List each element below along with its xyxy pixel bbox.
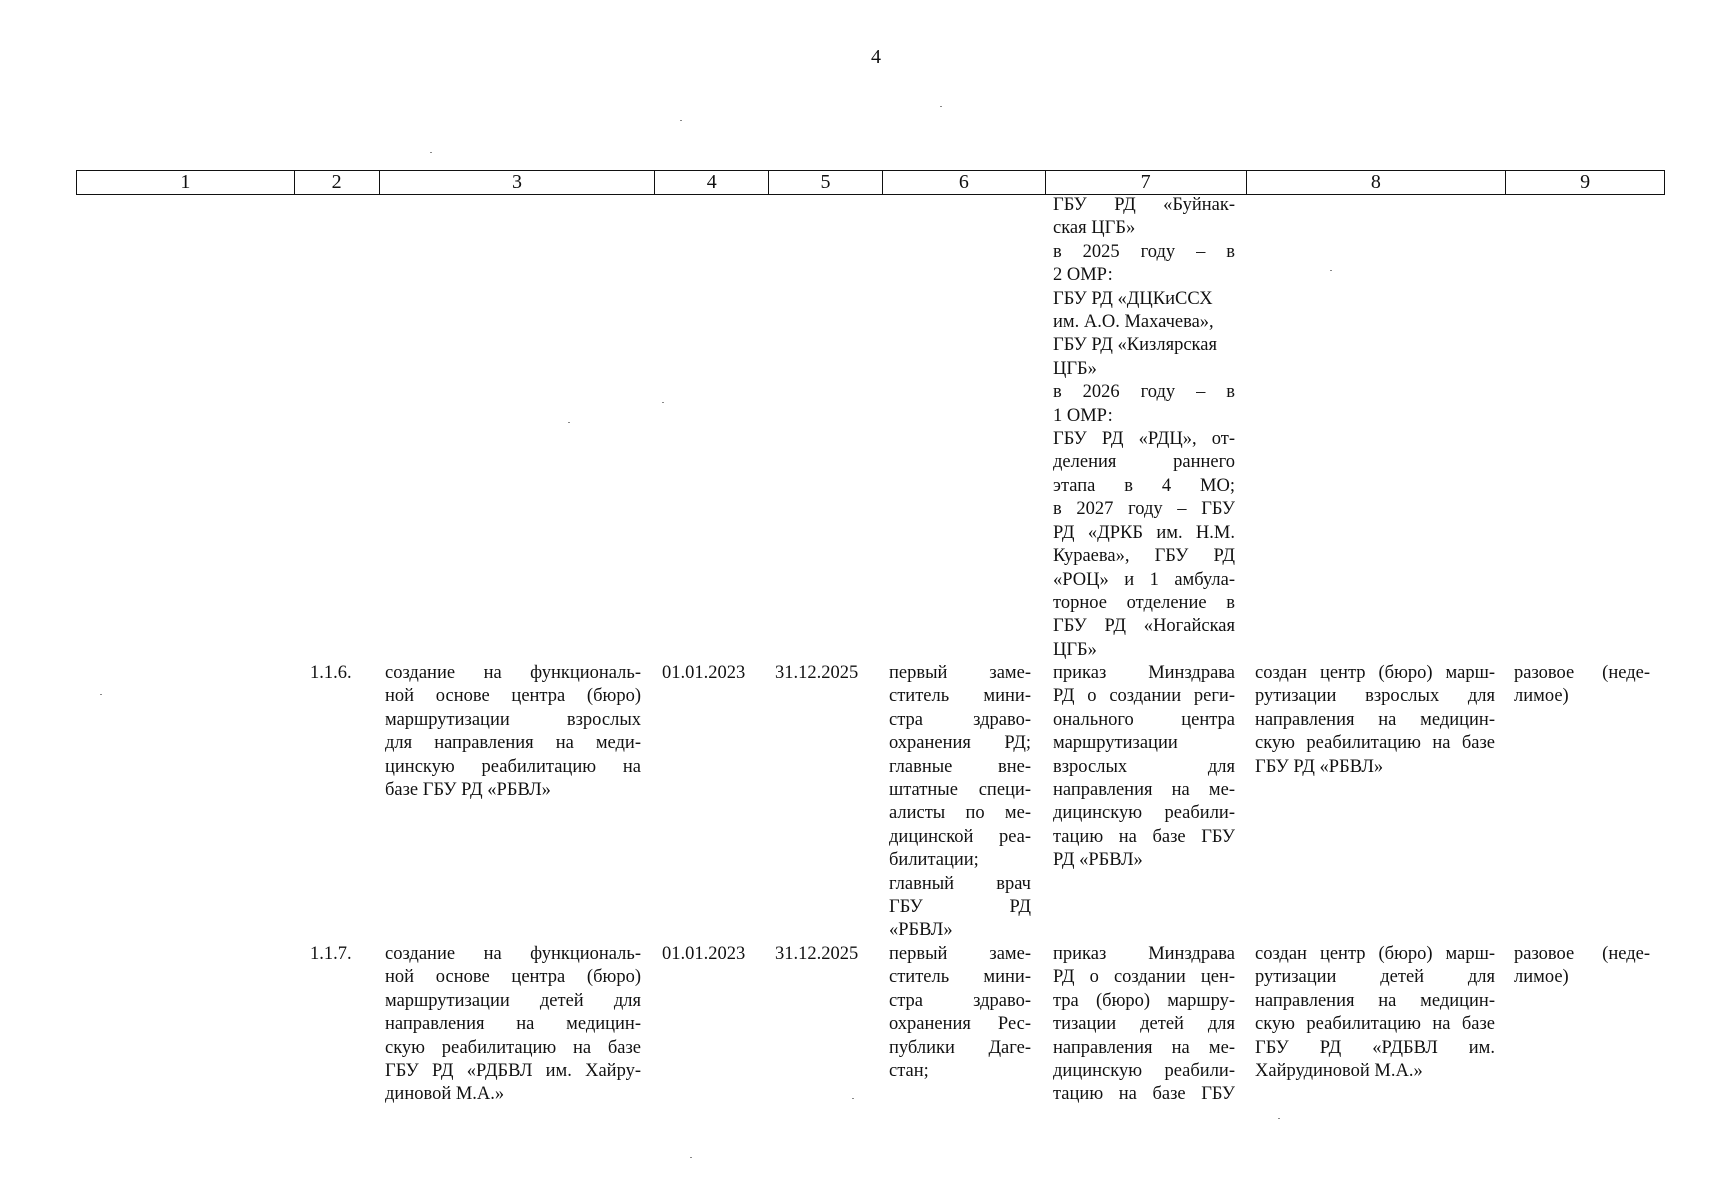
text-line: дицинскую реабили- bbox=[1053, 1061, 1235, 1082]
text-line: рутизации детей для bbox=[1255, 967, 1495, 988]
text-line: «РБВЛ» bbox=[889, 920, 953, 941]
scan-speck bbox=[1330, 270, 1332, 271]
row-description bbox=[385, 662, 641, 802]
text-line: деления раннего bbox=[1053, 452, 1235, 473]
row-result bbox=[1255, 943, 1495, 1083]
text-line: главный врач bbox=[889, 873, 1031, 894]
row-responsible bbox=[889, 943, 1031, 1083]
row-type bbox=[1514, 943, 1650, 990]
row-description bbox=[385, 943, 641, 1107]
row-start-date: 01.01.2023 bbox=[662, 663, 746, 683]
row-document bbox=[1053, 662, 1235, 873]
text-line: приказ Минздрава bbox=[1053, 663, 1235, 683]
text-line: РД «ДРКБ им. Н.М. bbox=[1053, 522, 1235, 543]
text-line: ГБУ РД «Ногайская bbox=[1053, 616, 1235, 637]
text-line: стан; bbox=[889, 1061, 929, 1082]
column-header-2: 2 bbox=[295, 171, 380, 194]
text-line: диновой М.А.» bbox=[385, 1084, 505, 1105]
row-number: 1.1.6. bbox=[310, 663, 352, 683]
text-line: Кураева», ГБУ РД bbox=[1053, 546, 1235, 567]
row-start-date: 01.01.2023 bbox=[662, 944, 746, 964]
column-header-3: 3 bbox=[380, 171, 656, 194]
scan-speck bbox=[690, 1157, 692, 1158]
text-line: ной основе центра (бюро) bbox=[385, 686, 641, 707]
text-line: лимое) bbox=[1514, 686, 1569, 707]
text-line: направления на ме- bbox=[1053, 1037, 1235, 1058]
text-line: ГБУ РД «РДЦ», от- bbox=[1053, 429, 1235, 450]
scan-speck bbox=[100, 694, 102, 695]
text-line: базе ГБУ РД «РБВЛ» bbox=[385, 780, 551, 801]
scan-speck bbox=[568, 422, 570, 423]
text-line: цинскую реабилитацию на bbox=[385, 756, 641, 777]
text-line: в 2025 году – в bbox=[1053, 241, 1235, 262]
text-line: ститель мини- bbox=[889, 967, 1031, 988]
text-line: Хайрудиновой М.А.» bbox=[1255, 1061, 1423, 1082]
text-line: скую реабилитацию на базе bbox=[1255, 1014, 1495, 1035]
text-line: скую реабилитацию на базе bbox=[1255, 733, 1495, 754]
text-line: билитации; bbox=[889, 850, 979, 871]
text-line: в 2026 году – в bbox=[1053, 382, 1235, 403]
text-line: ская ЦГБ» bbox=[1053, 218, 1136, 239]
text-line: разовое (неде- bbox=[1514, 944, 1650, 964]
text-line: ГБУ РД bbox=[889, 897, 1031, 918]
text-line: онального центра bbox=[1053, 709, 1235, 730]
scan-speck bbox=[1278, 1118, 1280, 1119]
text-line: рутизации взрослых для bbox=[1255, 686, 1495, 707]
text-line: РД о создании реги- bbox=[1053, 686, 1235, 707]
scan-speck bbox=[430, 152, 432, 153]
page-number: 4 bbox=[871, 46, 881, 68]
text-line: РД «РБВЛ» bbox=[1053, 850, 1143, 871]
text-line: главные вне- bbox=[889, 756, 1031, 777]
text-line: в 2027 году – ГБУ bbox=[1053, 499, 1235, 520]
text-line: первый заме- bbox=[889, 944, 1031, 964]
text-line: маршрутизации bbox=[1053, 733, 1178, 754]
text-line: направления на медицин- bbox=[385, 1014, 641, 1035]
row-number: 1.1.7. bbox=[310, 944, 352, 964]
text-line: ной основе центра (бюро) bbox=[385, 967, 641, 988]
text-line: «РОЦ» и 1 амбула- bbox=[1053, 569, 1235, 590]
text-line: дицинскую реабили- bbox=[1053, 803, 1235, 824]
row-end-date: 31.12.2025 bbox=[775, 944, 859, 964]
text-line: дицинской реа- bbox=[889, 826, 1031, 847]
text-line: им. А.О. Махачева», bbox=[1053, 312, 1214, 333]
text-line: лимое) bbox=[1514, 967, 1569, 988]
text-line: скую реабилитацию на базе bbox=[385, 1037, 641, 1058]
text-line: маршрутизации взрослых bbox=[385, 709, 641, 730]
column-header-5: 5 bbox=[769, 171, 883, 194]
row-end-date: 31.12.2025 bbox=[775, 663, 859, 683]
column-header-9: 9 bbox=[1580, 171, 1591, 193]
column-header-8: 8 bbox=[1247, 171, 1507, 194]
text-line: ГБУ РД «Буйнак- bbox=[1053, 195, 1235, 215]
text-line: охранения РД; bbox=[889, 733, 1031, 754]
text-line: этапа в 4 МО; bbox=[1053, 475, 1235, 496]
text-line: ГБУ РД «ДЦКиССХ bbox=[1053, 288, 1213, 309]
text-line: охранения Рес- bbox=[889, 1014, 1031, 1035]
text-line: тизации детей для bbox=[1053, 1014, 1235, 1035]
text-line: тра (бюро) маршру- bbox=[1053, 990, 1235, 1011]
row-document bbox=[1053, 943, 1235, 1107]
text-line: торное отделение в bbox=[1053, 592, 1235, 613]
text-line: ЦГБ» bbox=[1053, 358, 1097, 379]
scan-speck bbox=[940, 106, 942, 107]
column-header-1: 1 bbox=[77, 171, 295, 194]
text-line: ГБУ РД «РДБВЛ им. bbox=[1255, 1037, 1495, 1058]
text-line: ГБУ РД «РБВЛ» bbox=[1255, 756, 1384, 777]
text-line: тацию на базе ГБУ bbox=[1053, 1084, 1235, 1105]
column-header-6: 6 bbox=[883, 171, 1046, 194]
text-line: ститель мини- bbox=[889, 686, 1031, 707]
text-line: стра здраво- bbox=[889, 990, 1031, 1011]
text-line: разовое (неде- bbox=[1514, 663, 1650, 683]
text-line: штатные специ- bbox=[889, 780, 1031, 801]
text-line: ЦГБ» bbox=[1053, 639, 1097, 660]
text-line: создан центр (бюро) марш- bbox=[1255, 944, 1495, 964]
text-line: направления на медицин- bbox=[1255, 990, 1495, 1011]
text-line: для направления на меди- bbox=[385, 733, 641, 754]
row-responsible bbox=[889, 662, 1031, 943]
text-line: публики Даге- bbox=[889, 1037, 1031, 1058]
text-line: взрослых для bbox=[1053, 756, 1235, 777]
text-line: тацию на базе ГБУ bbox=[1053, 826, 1235, 847]
text-line: стра здраво- bbox=[889, 709, 1031, 730]
column-header-7: 7 bbox=[1046, 171, 1247, 194]
text-line: 1 ОМР: bbox=[1053, 405, 1113, 426]
table-header-row bbox=[76, 170, 1665, 195]
row-type bbox=[1514, 662, 1650, 709]
scan-speck bbox=[662, 402, 664, 403]
text-line: ГБУ РД «РДБВЛ им. Хайру- bbox=[385, 1061, 641, 1082]
continuation-cell-col7 bbox=[1053, 194, 1235, 662]
text-line: создан центр (бюро) марш- bbox=[1255, 663, 1495, 683]
text-line: 2 ОМР: bbox=[1053, 265, 1113, 286]
scan-speck bbox=[852, 1098, 854, 1099]
text-line: первый заме- bbox=[889, 663, 1031, 683]
text-line: РД о создании цен- bbox=[1053, 967, 1235, 988]
text-line: создание на функциональ- bbox=[385, 944, 641, 964]
text-line: направления на медицин- bbox=[1255, 709, 1495, 730]
text-line: приказ Минздрава bbox=[1053, 944, 1235, 964]
row-result bbox=[1255, 662, 1495, 779]
scan-speck bbox=[680, 120, 682, 121]
text-line: создание на функциональ- bbox=[385, 663, 641, 683]
text-line: направления на ме- bbox=[1053, 780, 1235, 801]
column-header-4: 4 bbox=[655, 171, 769, 194]
text-line: ГБУ РД «Кизлярская bbox=[1053, 335, 1217, 356]
text-line: маршрутизации детей для bbox=[385, 990, 641, 1011]
text-line: алисты по ме- bbox=[889, 803, 1031, 824]
